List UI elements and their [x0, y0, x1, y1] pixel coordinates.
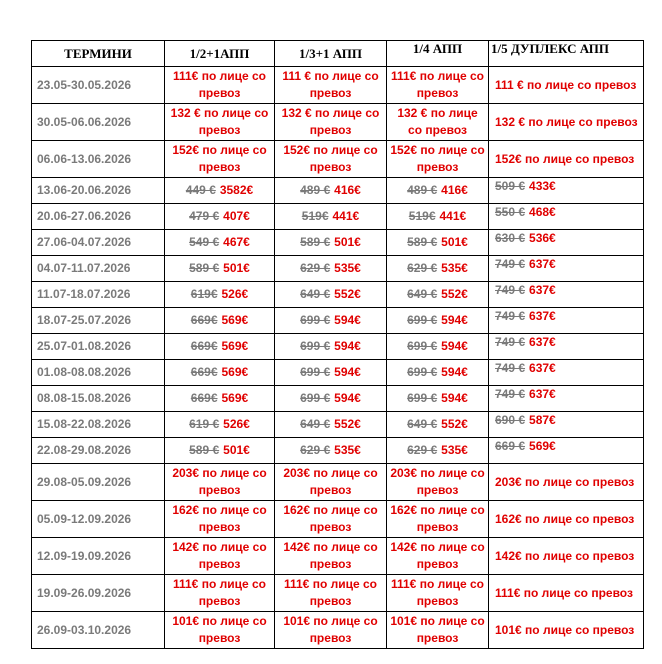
price-cell	[489, 575, 644, 612]
price-cell	[275, 282, 387, 308]
price-cell	[275, 104, 387, 141]
header-apt-2: 1/2+1АПП	[165, 41, 275, 67]
price-per-person: 142€ по лице со превоз	[172, 540, 267, 571]
discount-price: 637€	[529, 335, 556, 349]
discount-price: 594€	[441, 313, 468, 327]
price-cell	[275, 230, 387, 256]
discount-price: 637€	[529, 361, 556, 375]
price-cell	[275, 575, 387, 612]
price-per-person: 111€ по лице со превоз	[495, 585, 633, 600]
price-per-person: 101€ по лице со превоз	[390, 614, 485, 645]
price-cell	[387, 282, 489, 308]
date-range-cell: 20.06-27.06.2026	[32, 204, 165, 230]
price-cell	[387, 412, 489, 438]
old-price: 699 €	[407, 339, 438, 353]
date-range-cell: 12.09-19.09.2026	[32, 538, 165, 575]
price-cell	[165, 178, 275, 204]
price-cell	[489, 501, 644, 538]
price-cell	[165, 501, 275, 538]
discount-price: 569€	[529, 439, 556, 453]
date-range-cell: 08.08-15.08.2026	[32, 386, 165, 412]
price-cell	[387, 360, 489, 386]
price-per-person: 162€ по лице со превоз	[283, 503, 378, 534]
table-row	[32, 412, 644, 438]
price-cell	[489, 178, 644, 204]
discount-price: 637€	[529, 309, 556, 323]
date-range-cell: 01.08-08.08.2026	[32, 360, 165, 386]
date-range-cell: 06.06-13.06.2026	[32, 141, 165, 178]
date-range-cell: 04.07-11.07.2026	[32, 256, 165, 282]
price-cell	[275, 501, 387, 538]
old-price: 699 €	[300, 313, 331, 327]
old-price: 589 €	[189, 261, 220, 275]
discount-price: 535€	[334, 443, 361, 457]
price-cell	[275, 178, 387, 204]
price-per-person: 101€ по лице со превоз	[495, 622, 635, 637]
header-apt-4: 1/4 АПП	[387, 41, 489, 67]
price-per-person: 142€ по лице со превоз	[495, 548, 635, 563]
table-row	[32, 538, 644, 575]
old-price: 749 €	[495, 361, 526, 375]
price-per-person: 101€ по лице со превоз	[283, 614, 378, 645]
price-cell	[165, 204, 275, 230]
table-row	[32, 612, 644, 649]
discount-price: 536€	[529, 231, 556, 245]
table-row	[32, 334, 644, 360]
discount-price: 501€	[441, 235, 468, 249]
price-cell	[387, 204, 489, 230]
price-cell	[165, 612, 275, 649]
discount-price: 569€	[221, 339, 249, 353]
table-row	[32, 282, 644, 308]
price-cell	[387, 67, 489, 104]
price-table	[31, 40, 644, 649]
date-range-cell: 05.09-12.09.2026	[32, 501, 165, 538]
discount-price: 594€	[334, 313, 361, 327]
price-cell	[165, 538, 275, 575]
old-price: 489 €	[300, 183, 331, 197]
price-cell	[489, 308, 644, 334]
discount-price: 501€	[223, 261, 250, 275]
old-price: 749 €	[495, 309, 526, 323]
price-cell	[489, 104, 644, 141]
price-per-person: 111 € по лице со превоз	[282, 69, 379, 100]
date-range-cell: 23.05-30.05.2026	[32, 67, 165, 104]
date-range-cell: 29.08-05.09.2026	[32, 464, 165, 501]
old-price: 669€	[190, 339, 218, 353]
table-row	[32, 438, 644, 464]
discount-price: 569€	[221, 365, 249, 379]
header-dates: ТЕРМИНИ	[32, 41, 165, 67]
price-cell	[489, 334, 644, 360]
discount-price: 594€	[441, 365, 468, 379]
price-cell	[489, 360, 644, 386]
table-row	[32, 464, 644, 501]
price-cell	[275, 386, 387, 412]
price-cell	[275, 67, 387, 104]
table-row	[32, 104, 644, 141]
price-per-person: 203€ по лице со превоз	[172, 466, 267, 497]
price-cell	[387, 230, 489, 256]
old-price: 619€	[190, 287, 218, 301]
old-price: 699 €	[407, 391, 438, 405]
discount-price: 501€	[334, 235, 361, 249]
discount-price: 526€	[223, 417, 250, 431]
price-per-person: 152€ по лице со превоз	[390, 143, 485, 174]
date-range-cell: 26.09-03.10.2026	[32, 612, 165, 649]
price-cell	[489, 386, 644, 412]
price-per-person: 111€ по лице со превоз	[172, 577, 266, 608]
price-cell	[275, 334, 387, 360]
price-cell	[165, 438, 275, 464]
price-cell	[275, 256, 387, 282]
price-cell	[387, 308, 489, 334]
table-row	[32, 256, 644, 282]
old-price: 749 €	[495, 387, 526, 401]
price-cell	[387, 438, 489, 464]
old-price: 449 €	[185, 183, 216, 197]
discount-price: 441€	[332, 209, 360, 223]
discount-price: 637€	[529, 283, 556, 297]
price-cell	[489, 67, 644, 104]
price-cell	[165, 141, 275, 178]
header-apt-3: 1/3+1 АПП	[275, 41, 387, 67]
discount-price: 416€	[441, 183, 468, 197]
discount-price: 433€	[529, 179, 556, 193]
old-price: 690 €	[495, 413, 526, 427]
price-cell	[165, 464, 275, 501]
discount-price: 594€	[441, 391, 468, 405]
old-price: 649 €	[300, 287, 331, 301]
price-per-person: 162€ по лице со превоз	[172, 503, 267, 534]
discount-price: 594€	[441, 339, 468, 353]
discount-price: 637€	[529, 257, 556, 271]
price-per-person: 101€ по лице со превоз	[172, 614, 267, 645]
price-cell	[489, 438, 644, 464]
old-price: 669 €	[495, 439, 526, 453]
discount-price: 552€	[441, 287, 468, 301]
date-range-cell: 22.08-29.08.2026	[32, 438, 165, 464]
header-apt-5-duplex: 1/5 ДУПЛЕКС АПП	[489, 41, 644, 67]
old-price: 519€	[408, 209, 436, 223]
discount-price: 569€	[221, 391, 249, 405]
discount-price: 587€	[529, 413, 556, 427]
price-cell	[165, 67, 275, 104]
price-cell	[275, 308, 387, 334]
table-row	[32, 230, 644, 256]
price-cell	[489, 204, 644, 230]
price-cell	[275, 141, 387, 178]
date-range-cell: 30.05-06.06.2026	[32, 104, 165, 141]
price-cell	[489, 538, 644, 575]
old-price: 589 €	[189, 443, 220, 457]
old-price: 669€	[190, 365, 218, 379]
price-per-person: 132 € по лице со превоз	[170, 106, 269, 137]
table-row	[32, 501, 644, 538]
price-cell	[489, 256, 644, 282]
price-per-person: 111 € по лице со превоз	[495, 77, 637, 92]
table-row	[32, 360, 644, 386]
old-price: 629 €	[407, 443, 438, 457]
price-cell	[275, 412, 387, 438]
price-cell	[387, 141, 489, 178]
table-row	[32, 386, 644, 412]
price-cell	[489, 230, 644, 256]
price-per-person: 111€ по лице со превоз	[390, 69, 484, 100]
table-body	[32, 67, 644, 649]
price-per-person: 132 € по лице со превоз	[495, 114, 638, 129]
table-row	[32, 308, 644, 334]
discount-price: 552€	[334, 417, 361, 431]
discount-price: 569€	[221, 313, 249, 327]
discount-price: 594€	[334, 365, 361, 379]
price-cell	[165, 282, 275, 308]
old-price: 519€	[301, 209, 329, 223]
price-per-person: 152€ по лице со превоз	[283, 143, 378, 174]
price-per-person: 152€ по лице со превоз	[495, 151, 635, 166]
price-cell	[387, 538, 489, 575]
price-cell	[387, 464, 489, 501]
discount-price: 441€	[439, 209, 467, 223]
price-per-person: 111€ по лице со превоз	[172, 69, 266, 100]
price-cell	[275, 538, 387, 575]
old-price: 649 €	[300, 417, 331, 431]
price-cell	[387, 612, 489, 649]
date-range-cell: 27.06-04.07.2026	[32, 230, 165, 256]
price-cell	[387, 386, 489, 412]
discount-price: 552€	[441, 417, 468, 431]
price-cell	[387, 178, 489, 204]
date-range-cell: 25.07-01.08.2026	[32, 334, 165, 360]
old-price: 619 €	[189, 417, 220, 431]
price-cell	[165, 386, 275, 412]
price-cell	[165, 360, 275, 386]
table-row	[32, 67, 644, 104]
old-price: 489 €	[407, 183, 438, 197]
price-cell	[165, 308, 275, 334]
price-cell	[489, 612, 644, 649]
price-cell	[275, 464, 387, 501]
table-row	[32, 575, 644, 612]
price-per-person: 162€ по лице со превоз	[495, 511, 635, 526]
old-price: 629 €	[300, 261, 331, 275]
discount-price: 535€	[334, 261, 361, 275]
date-range-cell: 15.08-22.08.2026	[32, 412, 165, 438]
price-per-person: 132 € по лице со превоз	[397, 106, 478, 137]
price-cell	[165, 230, 275, 256]
old-price: 699 €	[407, 313, 438, 327]
old-price: 550 €	[495, 205, 526, 219]
price-cell	[275, 360, 387, 386]
price-cell	[489, 412, 644, 438]
discount-price: 467€	[223, 235, 250, 249]
price-cell	[275, 612, 387, 649]
old-price: 589 €	[407, 235, 438, 249]
price-per-person: 203€ по лице со превоз	[495, 474, 635, 489]
discount-price: 407€	[223, 209, 250, 223]
old-price: 699 €	[407, 365, 438, 379]
old-price: 630 €	[495, 231, 526, 245]
discount-price: 526€	[221, 287, 249, 301]
old-price: 699 €	[300, 391, 331, 405]
old-price: 669€	[190, 391, 218, 405]
price-per-person: 111€ по лице со превоз	[283, 577, 377, 608]
discount-price: 594€	[334, 391, 361, 405]
price-cell	[387, 334, 489, 360]
old-price: 509 €	[495, 179, 526, 193]
price-per-person: 142€ по лице со превоз	[283, 540, 378, 571]
price-cell	[489, 464, 644, 501]
price-cell	[165, 104, 275, 141]
old-price: 549 €	[189, 235, 220, 249]
price-per-person: 203€ по лице со превоз	[390, 466, 485, 497]
price-cell	[275, 204, 387, 230]
old-price: 699 €	[300, 365, 331, 379]
price-cell	[165, 412, 275, 438]
table-row	[32, 141, 644, 178]
date-range-cell: 18.07-25.07.2026	[32, 308, 165, 334]
header-row	[32, 41, 644, 67]
price-cell	[387, 575, 489, 612]
price-cell	[165, 256, 275, 282]
price-cell	[165, 334, 275, 360]
old-price: 749 €	[495, 283, 526, 297]
old-price: 629 €	[407, 261, 438, 275]
price-per-person: 142€ по лице со превоз	[390, 540, 485, 571]
price-cell	[387, 104, 489, 141]
price-cell	[489, 141, 644, 178]
date-range-cell: 19.09-26.09.2026	[32, 575, 165, 612]
old-price: 629 €	[300, 443, 331, 457]
price-cell	[489, 282, 644, 308]
price-cell	[387, 501, 489, 538]
price-per-person: 152€ по лице со превоз	[172, 143, 267, 174]
discount-price: 3582€	[219, 183, 254, 197]
price-cell	[387, 256, 489, 282]
date-range-cell: 11.07-18.07.2026	[32, 282, 165, 308]
price-cell	[275, 438, 387, 464]
discount-price: 535€	[441, 261, 468, 275]
table-row	[32, 178, 644, 204]
discount-price: 594€	[334, 339, 361, 353]
old-price: 699 €	[300, 339, 331, 353]
table-row	[32, 204, 644, 230]
old-price: 589 €	[300, 235, 331, 249]
price-per-person: 132 € по лице со превоз	[281, 106, 380, 137]
old-price: 749 €	[495, 335, 526, 349]
discount-price: 535€	[441, 443, 468, 457]
discount-price: 637€	[529, 387, 556, 401]
old-price: 669€	[190, 313, 218, 327]
old-price: 479 €	[189, 209, 220, 223]
old-price: 649 €	[407, 287, 438, 301]
discount-price: 552€	[334, 287, 361, 301]
discount-price: 468€	[529, 205, 556, 219]
price-per-person: 111€ по лице со превоз	[390, 577, 484, 608]
price-per-person: 162€ по лице со превоз	[390, 503, 485, 534]
discount-price: 416€	[334, 183, 361, 197]
old-price: 649 €	[407, 417, 438, 431]
price-per-person: 203€ по лице со превоз	[283, 466, 378, 497]
date-range-cell: 13.06-20.06.2026	[32, 178, 165, 204]
discount-price: 501€	[223, 443, 250, 457]
old-price: 749 €	[495, 257, 526, 271]
price-cell	[165, 575, 275, 612]
